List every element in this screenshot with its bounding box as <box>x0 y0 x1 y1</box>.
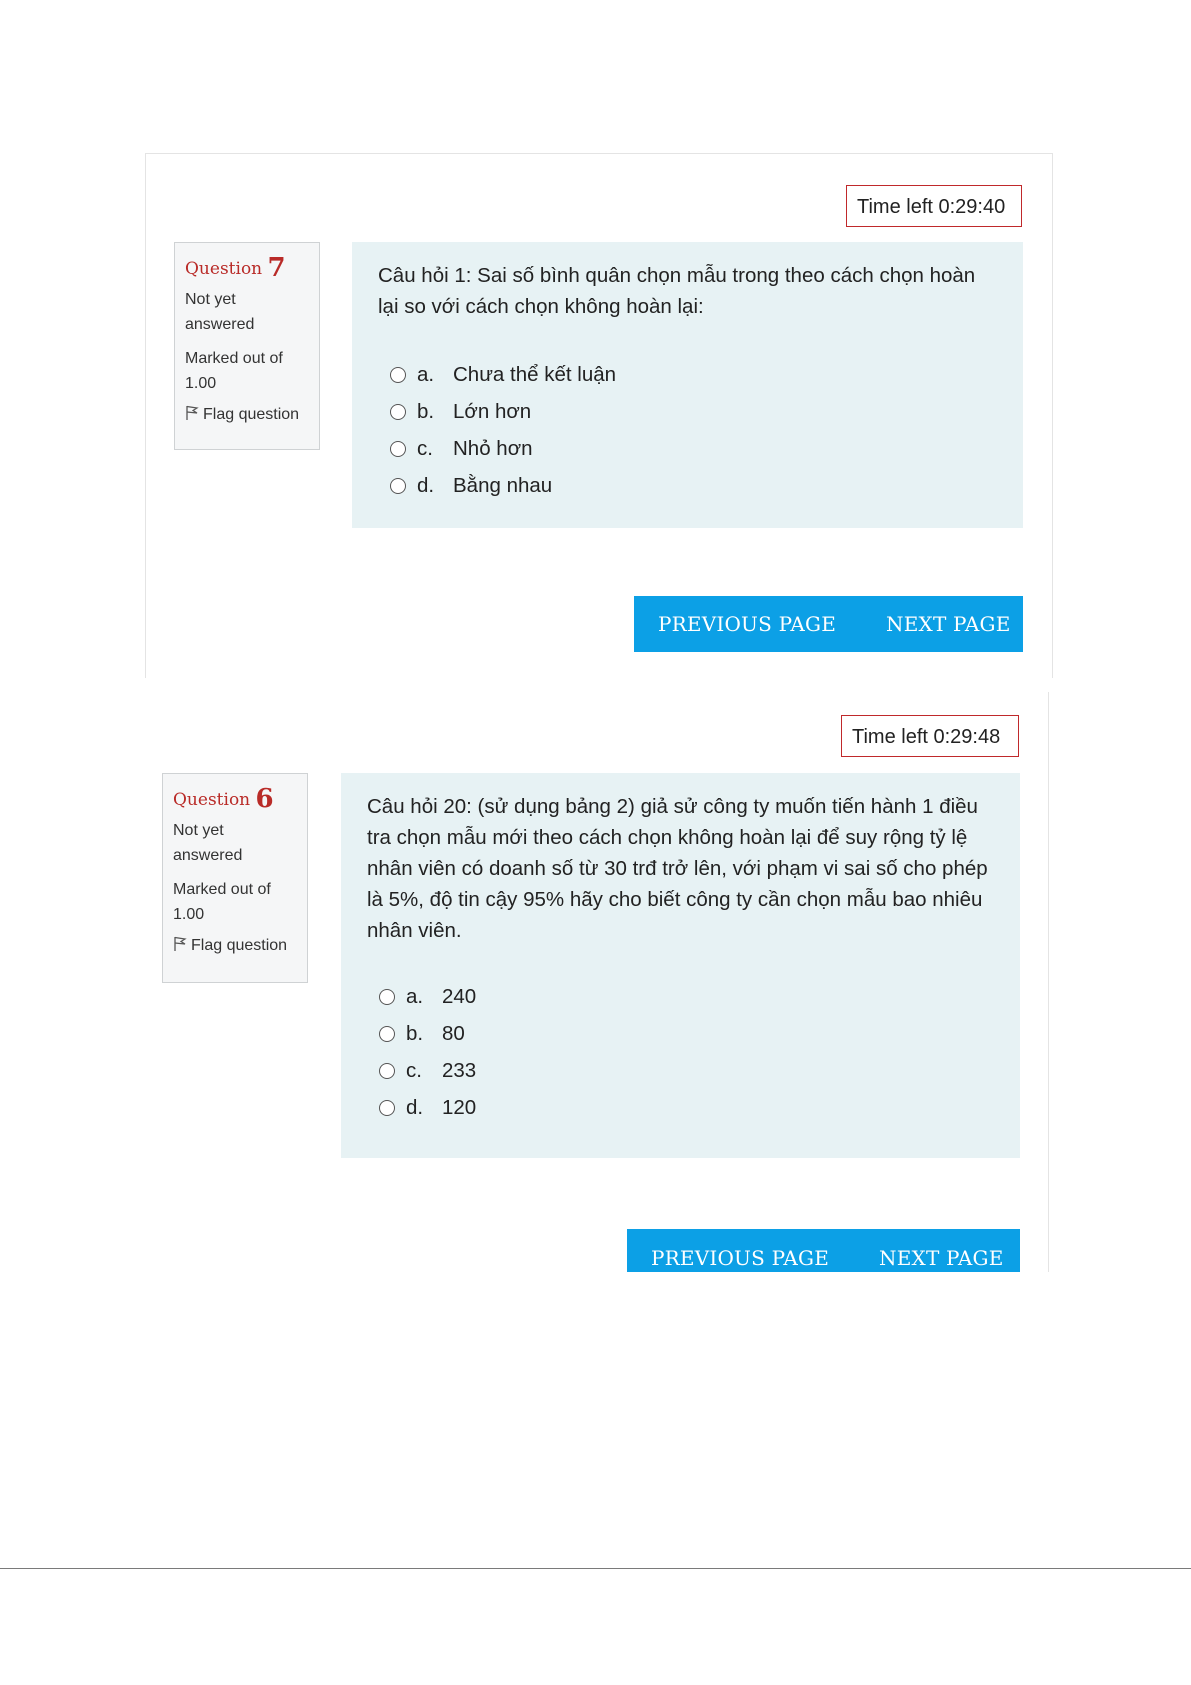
answer-option-d[interactable]: d. Bằng nhau <box>378 467 997 504</box>
answer-list <box>367 978 994 1126</box>
question-label: Question 7 <box>185 253 286 283</box>
answer-list <box>378 356 997 504</box>
answer-option-c[interactable]: c. 233 <box>367 1052 994 1089</box>
radio-button[interactable] <box>390 367 406 383</box>
question-info-panel <box>162 773 308 983</box>
page-navigation <box>634 596 1023 652</box>
answer-option-d[interactable]: d. 120 <box>367 1089 994 1126</box>
time-left-timer: Time left 0:29:40 <box>846 185 1022 227</box>
answer-option-a[interactable]: a. Chưa thể kết luận <box>378 356 997 393</box>
question-mark: Marked out of 1.00 <box>185 350 283 392</box>
radio-button[interactable] <box>390 404 406 420</box>
radio-button[interactable] <box>379 1063 395 1079</box>
previous-page-button[interactable]: PREVIOUS PAGE <box>651 1246 830 1270</box>
previous-page-button[interactable]: PREVIOUS PAGE <box>658 612 837 636</box>
answer-option-a[interactable]: a. 240 <box>367 978 994 1015</box>
question-content <box>352 242 1023 528</box>
radio-button[interactable] <box>379 1100 395 1116</box>
answer-option-b[interactable]: b. 80 <box>367 1015 994 1052</box>
question-text: Câu hỏi 20: (sử dụng bảng 2) giả sử công ty muốn tiến hành 1 điều tra chọn mẫu mới theo cách chọn không hoàn lại để suy rộng tỷ lệ nhân viên có doanh số từ 30 trđ trở lên, với phạm vi sai số cho phép là 5%, độ tin cậy 95% hãy cho biết công ty cần chọn mẫu bao nhiêu nhân viên. <box>367 795 988 942</box>
radio-button[interactable] <box>390 478 406 494</box>
question-info-panel <box>174 242 320 450</box>
question-state: Not yet answered <box>173 822 243 864</box>
flag-question-button[interactable]: Flag question <box>185 404 309 426</box>
question-mark: Marked out of 1.00 <box>173 881 271 923</box>
question-state: Not yet answered <box>185 291 255 333</box>
flag-question-button[interactable]: Flag question <box>173 935 297 957</box>
flag-icon <box>185 405 199 421</box>
answer-option-b[interactable]: b. Lớn hơn <box>378 393 997 430</box>
question-text: Câu hỏi 1: Sai số bình quân chọn mẫu trong theo cách chọn hoàn lại so với cách chọn không hoàn lại: <box>378 264 976 318</box>
question-number: 7 <box>267 253 286 283</box>
answer-option-c[interactable]: c. Nhỏ hơn <box>378 430 997 467</box>
radio-button[interactable] <box>379 1026 395 1042</box>
question-content <box>341 773 1020 1158</box>
next-page-button[interactable]: NEXT PAGE <box>886 612 1011 636</box>
radio-button[interactable] <box>390 441 406 457</box>
quiz-screenshot-1 <box>145 153 1053 678</box>
quiz-screenshot-2 <box>150 692 1049 1272</box>
time-left-timer: Time left 0:29:48 <box>841 715 1019 757</box>
radio-button[interactable] <box>379 989 395 1005</box>
question-label: Question 6 <box>173 784 274 814</box>
page-divider <box>0 1568 1191 1569</box>
page-navigation <box>627 1229 1020 1272</box>
next-page-button[interactable]: NEXT PAGE <box>879 1246 1004 1270</box>
flag-icon <box>173 936 187 952</box>
question-number: 6 <box>255 784 274 814</box>
